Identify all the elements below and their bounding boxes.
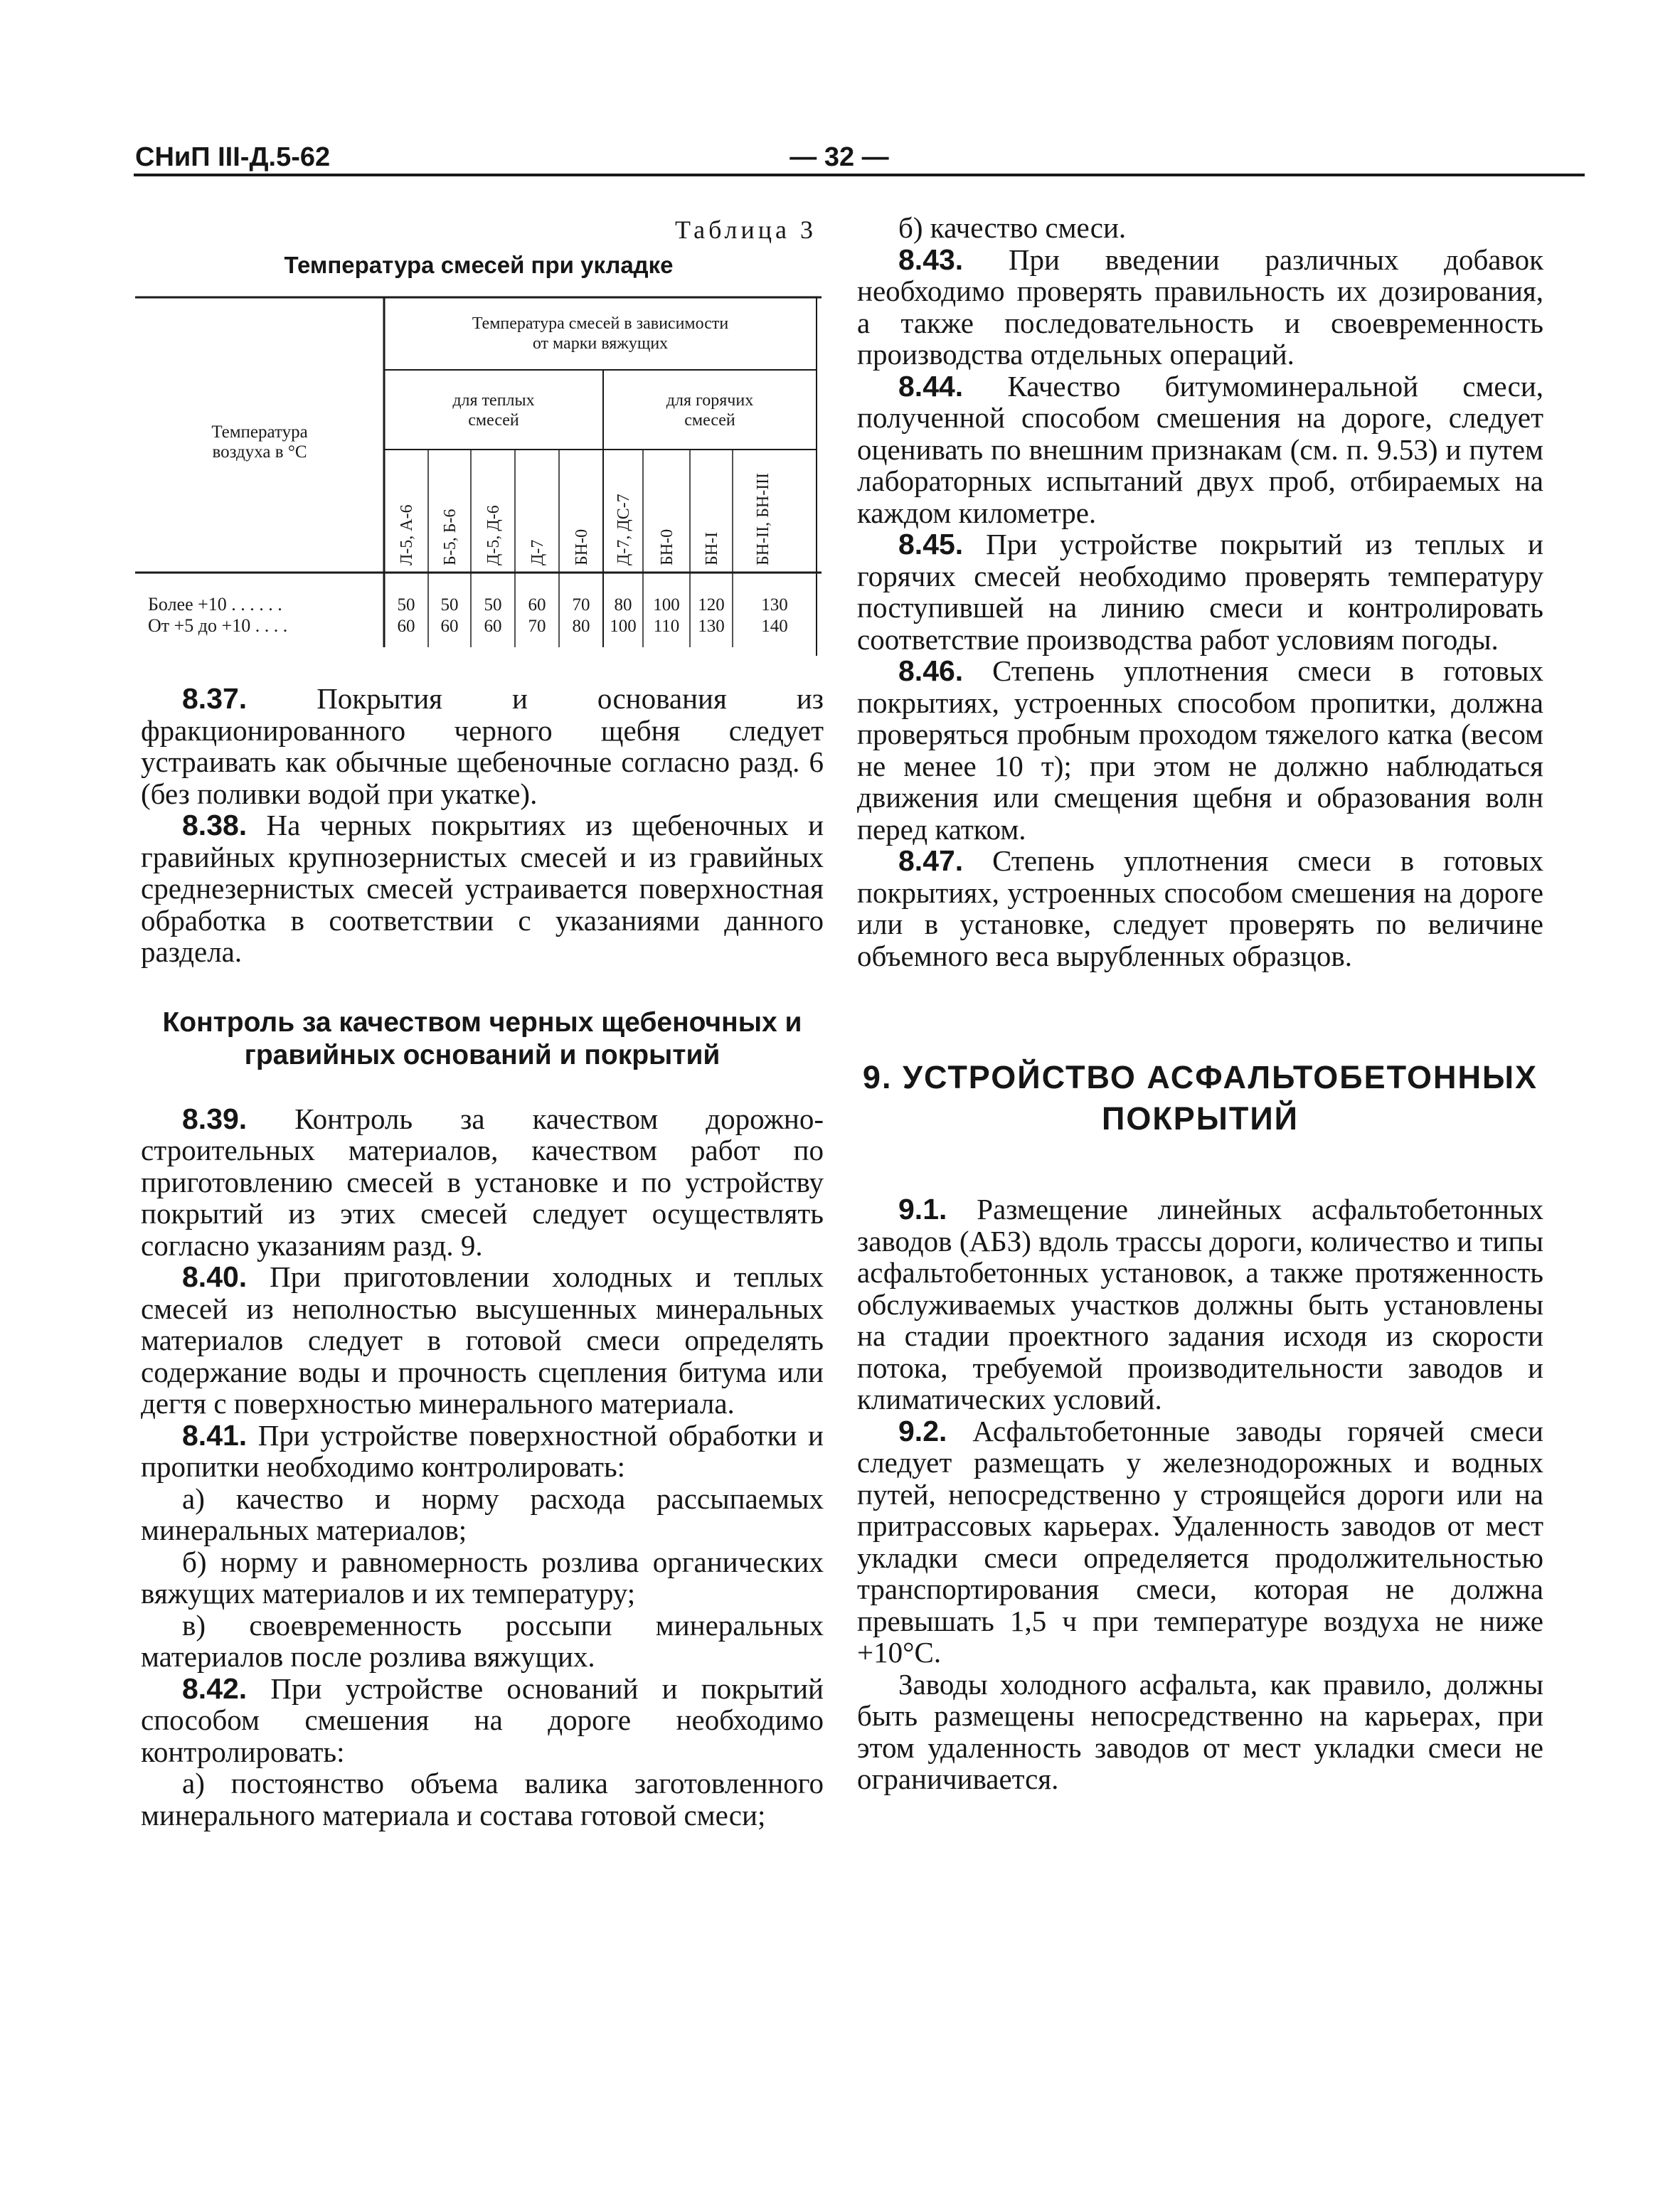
warm-mix-header-line2: смесей — [468, 411, 519, 430]
table-cell: 100 — [610, 617, 637, 636]
clause-number: 8.39. — [182, 1102, 248, 1135]
paragraph-text: Контроль за качеством дорожно-строительных материалов, качеством работ по приготовлению смесей в установке и по устройству покрытий из этих смесей следует осуществлять согласно указаниям разд. 9. — [141, 1102, 824, 1262]
paragraph-8-41 — [141, 1420, 824, 1483]
table-cell: 60 — [484, 617, 502, 636]
paragraph-text: Качество битумоминеральной смеси, полученной способом смешения на дороге, следует оценивать по внешним признакам (см. п. 9.53) и путем лабораторных испытаний двух проб, отбираемых на каждом километре. — [857, 369, 1544, 529]
paragraph-9-2 — [857, 1415, 1543, 1669]
paragraph-text: При устройстве поверхностной обработки и пропитки необходимо контролировать: — [141, 1418, 824, 1483]
table-cell: 80 — [614, 595, 632, 615]
paragraph-text: При введении различных добавок необходимо проверять правильность их дозирования, а также последовательность и своевременность производства отдельных операций. — [857, 243, 1544, 371]
table-cell: 50 — [484, 595, 502, 615]
paragraph-text: При приготовлении холодных и теплых смесей из неполностью высушенных минеральных материалов следует в готовой смеси определять содержание воды и прочность сцепления битума или дегтя с поверхностью минерального материала. — [141, 1260, 824, 1420]
right-column — [857, 212, 1543, 1795]
table-cell: 50 — [440, 595, 459, 615]
paragraph-text: При устройстве покрытий из теплых и горячих смесей необходимо проверять температуру поступившей на линию смеси и контролировать соответствие производства работ условиям погоды. — [857, 528, 1544, 656]
paragraph-8-47 — [857, 845, 1543, 972]
list-item-8-41-c: в) своевременность россыпи минеральных материалов после розлива вяжущих. — [141, 1608, 824, 1673]
paragraph-9-1 — [857, 1193, 1543, 1415]
list-item-8-42-a: а) постоянство объема валика заготовленного минерального материала и состава готовой смеси; — [141, 1767, 824, 1832]
binder-grade-9: БН-II, БН-III — [754, 472, 772, 565]
row-header-line1: Температура — [211, 422, 308, 442]
temperature-table — [128, 292, 832, 661]
paragraph-8-40 — [141, 1261, 824, 1420]
paragraph-text: Степень уплотнения смеси в готовых покрытиях, устроенных способом пропитки, должна проверяться пробным проходом тяжелого катка (весом не менее 10 т); при этом не должно наблюдаться движения или смещения щебня и образования волн перед катком. — [857, 654, 1543, 846]
warm-mix-header-line1: для теплых — [452, 391, 535, 410]
clause-number: 8.45. — [898, 528, 964, 560]
paragraph-8-44 — [857, 371, 1543, 529]
table-cell: 110 — [653, 617, 680, 636]
paragraph-8-43 — [857, 244, 1543, 371]
paragraph-text: Размещение линейных асфальтобетонных заводов (АБЗ) вдоль трассы дороги, количество и типы асфальтобетонных установок, а также протяженность обслуживаемых участков должны быть установлены на стадии проектного задания исходя из скорости потока, требуемой производительности заводов и климатических условий. — [857, 1193, 1543, 1415]
clause-number: 8.40. — [182, 1260, 248, 1293]
table-cell: 130 — [761, 595, 788, 615]
paragraph-text: Покрытия и основания из фракционированного черного щебня следует устраивать как обычные щебеночные согласно разд. 6 (без поливки водой при укатке). — [141, 682, 824, 810]
clause-number: 8.46. — [898, 654, 964, 687]
paragraph-8-39 — [141, 1103, 824, 1262]
clause-number: 9.2. — [898, 1414, 947, 1447]
paragraph-8-45 — [857, 528, 1543, 655]
table-cell: 60 — [440, 617, 459, 636]
paragraph-8-42 — [141, 1673, 824, 1768]
binder-grade-4: Д-7 — [528, 539, 547, 565]
list-item-8-42-b: б) качество смеси. — [898, 211, 1127, 244]
clause-number: 8.38. — [182, 809, 248, 841]
list-item-8-41-b: б) норму и равномерность розлива органических вяжущих материалов и их температуру; — [141, 1545, 824, 1610]
table-cell: 140 — [761, 617, 788, 636]
clause-number: 8.47. — [898, 844, 964, 877]
paragraph-text: При устройстве оснований и покрытий способом смешения на дороге необходимо контролировать: — [141, 1671, 824, 1768]
binder-grade-6: Д-7, ДС-7 — [615, 494, 633, 565]
paragraph-8-46 — [857, 655, 1543, 845]
group-header-line1: Температура смесей в зависимости — [472, 314, 729, 333]
table-cell: 120 — [698, 595, 725, 615]
clause-number: 8.41. — [182, 1418, 248, 1452]
table-cell: 100 — [653, 595, 680, 615]
table-cell: 50 — [397, 595, 415, 615]
paragraph-text: Степень уплотнения смеси в готовых покрытиях, устроенных способом смешения на дороге или в установке, следует проверять по величине объемного веса вырубленных образцов. — [857, 844, 1543, 972]
binder-grade-7: БН-0 — [658, 528, 676, 565]
clause-number: 8.43. — [898, 243, 964, 276]
paragraph-text: Асфальтобетонные заводы горячей смеси следует размещать у железнодорожных и водных путей, непосредственно у строящейся дороги или на притрассовых карьерах. Удаленность заводов от мест укладки смеси определяется продолжительностью транспортирования смеси, которая не должна превышать 1,5 ч при температуре воздуха не ниже +10°С. — [857, 1414, 1543, 1669]
row-label-1: Более +10 . . . . . . — [148, 594, 282, 615]
clause-number: 9.1. — [898, 1193, 947, 1226]
left-column — [141, 683, 824, 1831]
binder-grade-2: Б-5, Б-6 — [441, 509, 459, 565]
binder-grade-1: Л-5, А-6 — [398, 504, 416, 565]
clause-number: 8.37. — [182, 682, 248, 715]
table-cell: 60 — [397, 617, 415, 636]
paragraph-9-2-continued: Заводы холодного асфальта, как правило, должны быть размещены непосредственно на карьерах, при этом удаленность заводов от мест укладки смеси не ограничивается. — [857, 1667, 1543, 1795]
page-number: — 32 — — [790, 142, 889, 172]
table-caption: Таблица 3 — [675, 216, 817, 244]
section-heading-9: 9. УСТРОЙСТВО АСФАЛЬТОБЕТОННЫХ ПОКРЫТИЙ — [862, 1059, 1538, 1137]
clause-number: 8.44. — [898, 369, 964, 403]
group-header-line2: от марки вяжущих — [532, 334, 669, 353]
table-title: Температура смесей при укладке — [284, 252, 674, 278]
row-label-2: От +5 до +10 . . . . — [148, 615, 288, 636]
clause-number: 8.42. — [182, 1671, 248, 1705]
paragraph-8-38 — [141, 809, 824, 968]
paragraph-8-37 — [141, 683, 824, 809]
binder-grade-3: Д-5, Д-6 — [484, 505, 503, 565]
paragraph-text: На черных покрытиях из щебеночных и гравийных крупнозернистых смесей и из гравийных среднезернистых смесей устраивается поверхностная обработка в соответствии с указаниями данного раздела. — [141, 809, 824, 968]
table-cell: 130 — [698, 617, 725, 636]
header-rule — [134, 174, 1585, 176]
hot-mix-header-line1: для горячих — [666, 391, 754, 410]
binder-grade-5: БН-0 — [573, 528, 591, 565]
table-cell: 70 — [528, 617, 546, 636]
row-header-line2: воздуха в °С — [212, 442, 307, 462]
table-cell: 80 — [572, 617, 590, 636]
subheading-quality-control: Контроль за качеством черных щебеночных и гравийных оснований и покрытий — [162, 1006, 802, 1070]
binder-grade-8: БН-I — [703, 531, 721, 565]
document-code: СНиП III-Д.5-62 — [135, 142, 331, 172]
table-cell: 70 — [572, 595, 590, 615]
list-item-8-41-a: а) качество и норму расхода рассыпаемых минеральных материалов; — [141, 1482, 824, 1546]
table-cell: 60 — [528, 595, 546, 615]
hot-mix-header-line2: смесей — [684, 411, 735, 430]
